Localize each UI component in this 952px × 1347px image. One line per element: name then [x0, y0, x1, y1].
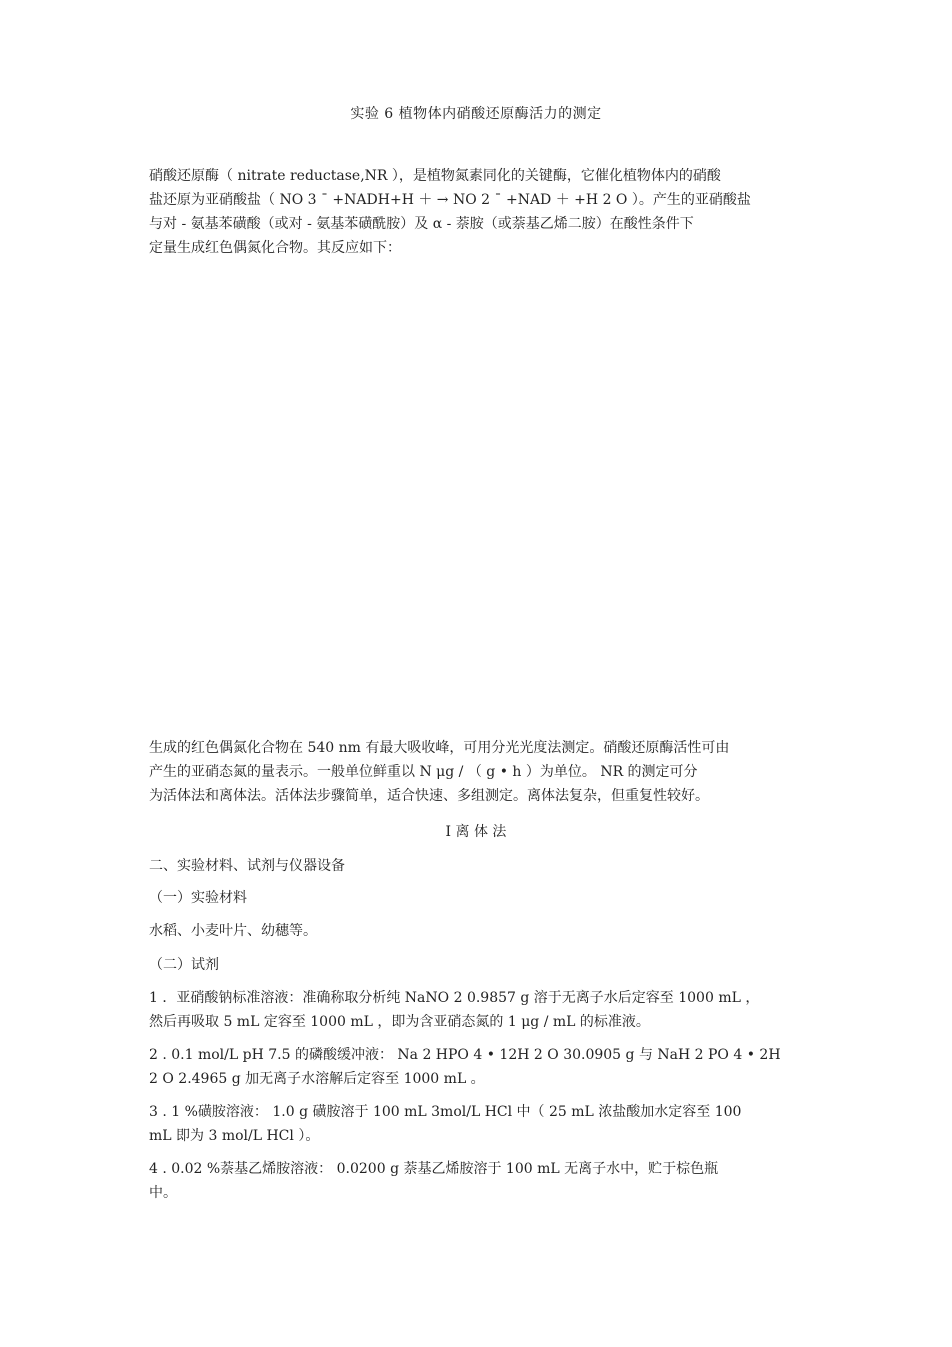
intro-line: 硝酸还原酶（ nitrate reductase,NR ），是植物氮素同化的关键酶，它催化植物体内的硝酸	[149, 168, 721, 184]
section-heading: 二、实验材料、试剂与仪器设备	[149, 858, 345, 874]
reagent-line: 然后再吸取 5 mL 定容至 1000 mL ，即为含亚硝态氮的 1 μg / mL 的标准液。	[149, 1014, 650, 1030]
subsection-heading: （二）试剂	[149, 957, 219, 973]
subsection-heading: （一）实验材料	[149, 890, 247, 906]
method-heading: Ⅰ 离 体 法	[445, 824, 507, 840]
intro-line: 与对 - 氨基苯磺酸（或对 - 氨基苯磺酰胺）及 α - 萘胺（或萘基乙烯二胺）在酸性条件下	[149, 216, 694, 232]
reagent-item	[149, 986, 809, 1034]
reagent-line: 1 ．亚硝酸钠标准溶液：准确称取分析纯 NaNO 2 0.9857 g 溶于无离子水后定容至 1000 mL ，	[149, 990, 760, 1006]
paragraph-line: 为活体法和离体法。活体法步骤简单，适合快速、多组测定。离体法复杂，但重复性较好。	[149, 788, 709, 804]
paragraph-line: 产生的亚硝态氮的量表示。一般单位鲜重以 N μg / （ g • h ）为单位。 NR 的测定可分	[149, 764, 698, 780]
intro-line: 定量生成红色偶氮化合物。其反应如下：	[149, 240, 401, 256]
reagent-item	[149, 1043, 809, 1091]
reagent-line: mL 即为 3 mol/L HCl ）。	[149, 1128, 320, 1144]
reagent-item	[149, 1100, 809, 1148]
reagent-line: 中。	[149, 1185, 177, 1201]
reagent-line: 2 . 0.1 mol/L pH 7.5 的磷酸缓冲液： Na 2 HPO 4 • 12H 2 O 30.0905 g 与 NaH 2 PO 4 • 2H	[149, 1047, 781, 1063]
reagent-line: 3 . 1 %磺胺溶液： 1.0 g 磺胺溶于 100 mL 3mol/L HCl 中（ 25 mL 浓盐酸加水定容至 100	[149, 1104, 742, 1120]
reagent-item	[149, 1157, 809, 1205]
measurement-paragraph	[149, 736, 809, 808]
reagent-line: 2 O 2.4965 g 加无离子水溶解后定容至 1000 mL 。	[149, 1071, 485, 1087]
reaction-figure-area	[149, 275, 809, 725]
intro-paragraph	[149, 164, 809, 260]
paragraph-line: 生成的红色偶氮化合物在 540 nm 有最大吸收峰，可用分光光度法测定。硝酸还原酶活性可由	[149, 740, 730, 756]
page-title: 实验 6 植物体内硝酸还原酶活力的测定	[350, 106, 602, 122]
intro-line: 盐还原为亚硝酸盐（ NO 3 ¯ +NADH+H ＋ → NO 2 ¯ +NAD ＋ +H 2 O ）。产生的亚硝酸盐	[149, 192, 751, 208]
reagent-line: 4 . 0.02 %萘基乙烯胺溶液： 0.0200 g 萘基乙烯胺溶于 100 mL 无离子水中，贮于棕色瓶	[149, 1161, 719, 1177]
materials-text: 水稻、小麦叶片、幼穗等。	[149, 923, 317, 939]
